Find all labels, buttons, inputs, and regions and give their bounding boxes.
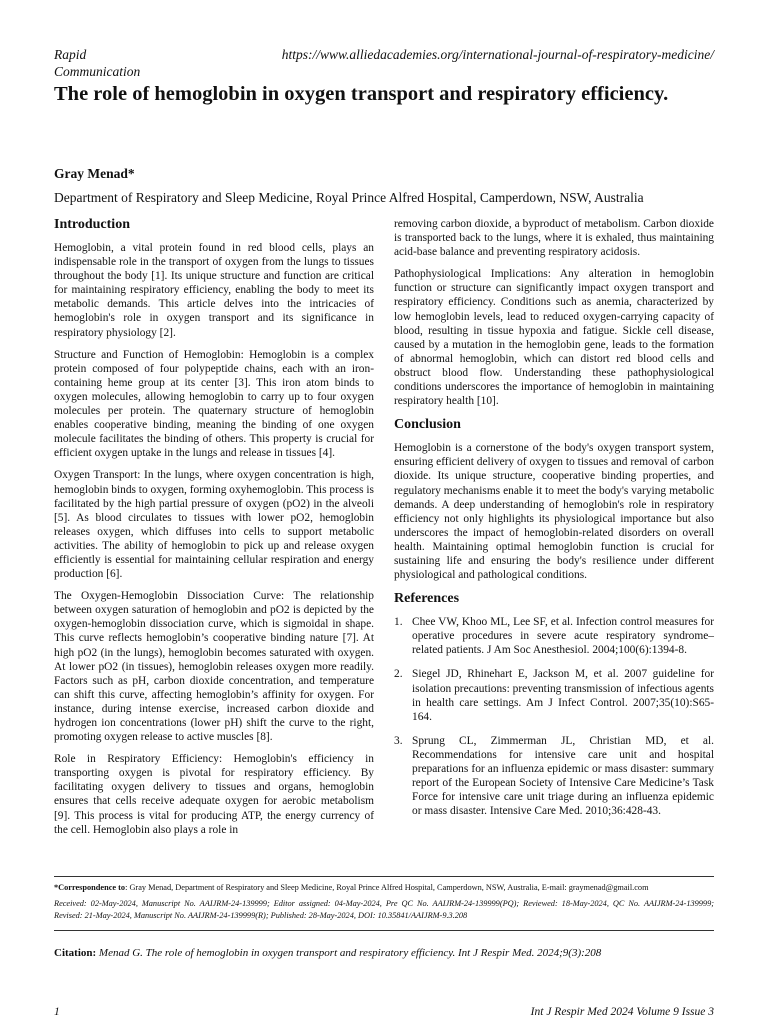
correspondence-note [54,882,714,894]
conclusion-heading: Conclusion [394,417,461,433]
page-number: 1 [54,1006,60,1018]
footer-top-divider [54,876,714,877]
body-paragraph: removing carbon dioxide, a byproduct of metabolism. Carbon dioxide is transported back to the lungs, where it is exhaled, thus maintaining acid-base balance and preventing respiratory acidosis. [394,218,714,259]
article-title: The role of hemoglobin in oxygen transport and respiratory efficiency. [54,83,669,105]
article-type: Rapid Communication [54,47,141,79]
body-paragraph: Role in Respiratory Efficiency: Hemoglobin's efficiency in transporting oxygen is pivotal for respiratory efficiency. By facilitating oxygen delivery to tissues and organs, hemoglobin ensures that cells receive adequate oxygen for aerobic metabolism [9]. This process is vital for producing ATP, the energy currency of the cell. Hemoglobin also plays a role in [54,753,374,836]
reference-number: 1. [394,616,403,629]
reference-text: Sprung CL, Zimmerman JL, Christian MD, et al. Recommendations for intensive care unit and hospital preparations for an influenza epidemic or mass disaster: summary report of the European Society of Intensive Care Medicine’s Task Force for intensive care unit triage during an influenza epidemic or mass disaster. Intensive Care Med. 2010;36:428-43. [412,734,714,818]
references-list [394,615,714,818]
reference-item [394,615,714,657]
body-paragraph: Pathophysiological Implications: Any alteration in hemoglobin function or structure can significantly impact oxygen transport and respiratory efficiency. Conditions such as anemia, characterized by low hemoglobin levels, lead to reduced oxygen-carrying capacity of blood, resulting in tissue hypoxia and fatigue. Sickle cell disease, caused by a mutation in the hemoglobin gene, leads to the formation of abnormal hemoglobin, which can distort red blood cells and obstruct blood flow. Understanding these pathophysiological conditions underscores the importance of hemoglobin in maintaining respiratory health [10]. [394,268,714,408]
left-column [54,216,374,845]
body-paragraph: Hemoglobin, a vital protein found in red blood cells, plays an indispensable role in the transport of oxygen from the lungs to tissues throughout the body [1]. Its unique structure and function are critical for maintaining respiratory efficiency, enabling the body to meet its metabolic demands. This article delves into the intricacies of hemoglobin's role in oxygen transport and its significance in respiratory physiology [2]. [54,242,374,339]
references-heading: References [394,591,460,607]
citation-line [54,947,714,959]
body-paragraph: Structure and Function of Hemoglobin: Hemoglobin is a complex protein composed of four polypeptide chains, each with an iron-containing heme group at its center [3]. This iron atom binds to oxygen molecules, allowing hemoglobin to carry up to four oxygen molecules per protein. The quaternary structure of hemoglobin enables cooperative binding, meaning the binding of one oxygen molecule facilitates the binding of others. This property is crucial for efficient oxygen uptake in the lungs and release in tissues [4]. [54,348,374,460]
body-paragraph: The Oxygen-Hemoglobin Dissociation Curve: The relationship between oxygen saturation of hemoglobin and pO2 is depicted by the oxygen-hemoglobin dissociation curve, which is sigmoidal in shape. This curve reflects hemoglobin’s cooperative binding nature [7]. At high pO2 (in the lungs), hemoglobin becomes saturated with oxygen. At lower pO2 (in tissues), hemoglobin releases oxygen more readily. Factors such as pH, carbon dioxide concentration, and temperature can shift this curve, affecting hemoglobin’s affinity for oxygen. For instance, during intense exercise, increased carbon dioxide and hydrogen ion concentrations (lower pH) shift the curve to the right, promoting oxygen release to active muscles [8]. [54,590,374,744]
citation-text: Menad G. The role of hemoglobin in oxygen transport and respiratory efficiency. Int J Respir Med. 2024;9(3):208 [96,947,602,959]
reference-item [394,667,714,723]
reference-text: Siegel JD, Rhinehart E, Jackson M, et al. 2007 guideline for isolation precautions: preventing transmission of infectious agents in health care settings. Am J Infect Control. 2007;35(10):S65-164. [412,668,714,723]
reference-text: Chee VW, Khoo ML, Lee SF, et al. Infection control measures for operative procedures in severe acute respiratory syndrome–related patients. J Am Soc Anesthesiol. 2004;100(6):1394-8. [412,616,714,657]
footer-bottom-divider [54,930,714,931]
journal-issue-info: Int J Respir Med 2024 Volume 9 Issue 3 [530,1006,714,1018]
citation-label: Citation: [54,947,97,959]
manuscript-dates: Received: 02-May-2024, Manuscript No. AAIJRM-24-139999; Editor assigned: 04-May-2024, Pre QC No. AAIJRM-24-139999(PQ); Reviewed: 18-May-2024, QC No. AAIJRM-24-139999; Revised: 21-May-2024, Manuscript No. AAIJRM-24-139999(R); Published: 28-May-2024, DOI: 10.35841/AAIJRM-9.3.208 [54,899,714,920]
reference-item [394,734,714,819]
body-paragraph: Oxygen Transport: In the lungs, where oxygen concentration is high, hemoglobin binds to oxygen, forming oxyhemoglobin. This process is facilitated by the high partial pressure of oxygen (pO2) in the alveoli [5]. As blood circulates to tissues with lower pO2, hemoglobin releases oxygen, which diffuses into cells to support metabolic activities. The ability of hemoglobin to pick up and release oxygen efficiently is essential for maintaining cellular respiration and energy production [6]. [54,469,374,581]
conclusion-paragraph: Hemoglobin is a cornerstone of the body's oxygen transport system, ensuring efficient delivery of oxygen to tissues and removal of carbon dioxide. Its unique structure, cooperative binding properties, and regulatory mechanisms enable it to meet the body's varying metabolic demands. A deep understanding of hemoglobin's role in respiratory efficiency not only highlights its physiological importance but also underscores the impact of hemoglobin-related disorders on overall health. Maintaining optimal hemoglobin function is crucial for sustaining life and ensuring the body's resilience under different physiological and pathological conditions. [394,442,714,582]
journal-url-link[interactable]: https://www.alliedacademies.org/international-journal-of-respiratory-medicine/ [281,47,714,62]
reference-number: 2. [394,668,403,681]
article-page [54,46,714,836]
reference-number: 3. [394,734,403,747]
author-name: Gray Menad* [54,166,135,181]
correspondence-label: *Correspondence to [54,883,126,892]
author-affiliation: Department of Respiratory and Sleep Medicine, Royal Prince Alfred Hospital, Camperdown, NSW, Australia [54,190,644,205]
right-column [394,217,714,828]
correspondence-text: : Gray Menad, Department of Respiratory and Sleep Medicine, Royal Prince Alfred Hospital, Camperdown, NSW, Australia, E-mail: graymenad@gmail.com [125,883,649,892]
introduction-heading: Introduction [54,217,130,232]
running-header [54,46,714,82]
